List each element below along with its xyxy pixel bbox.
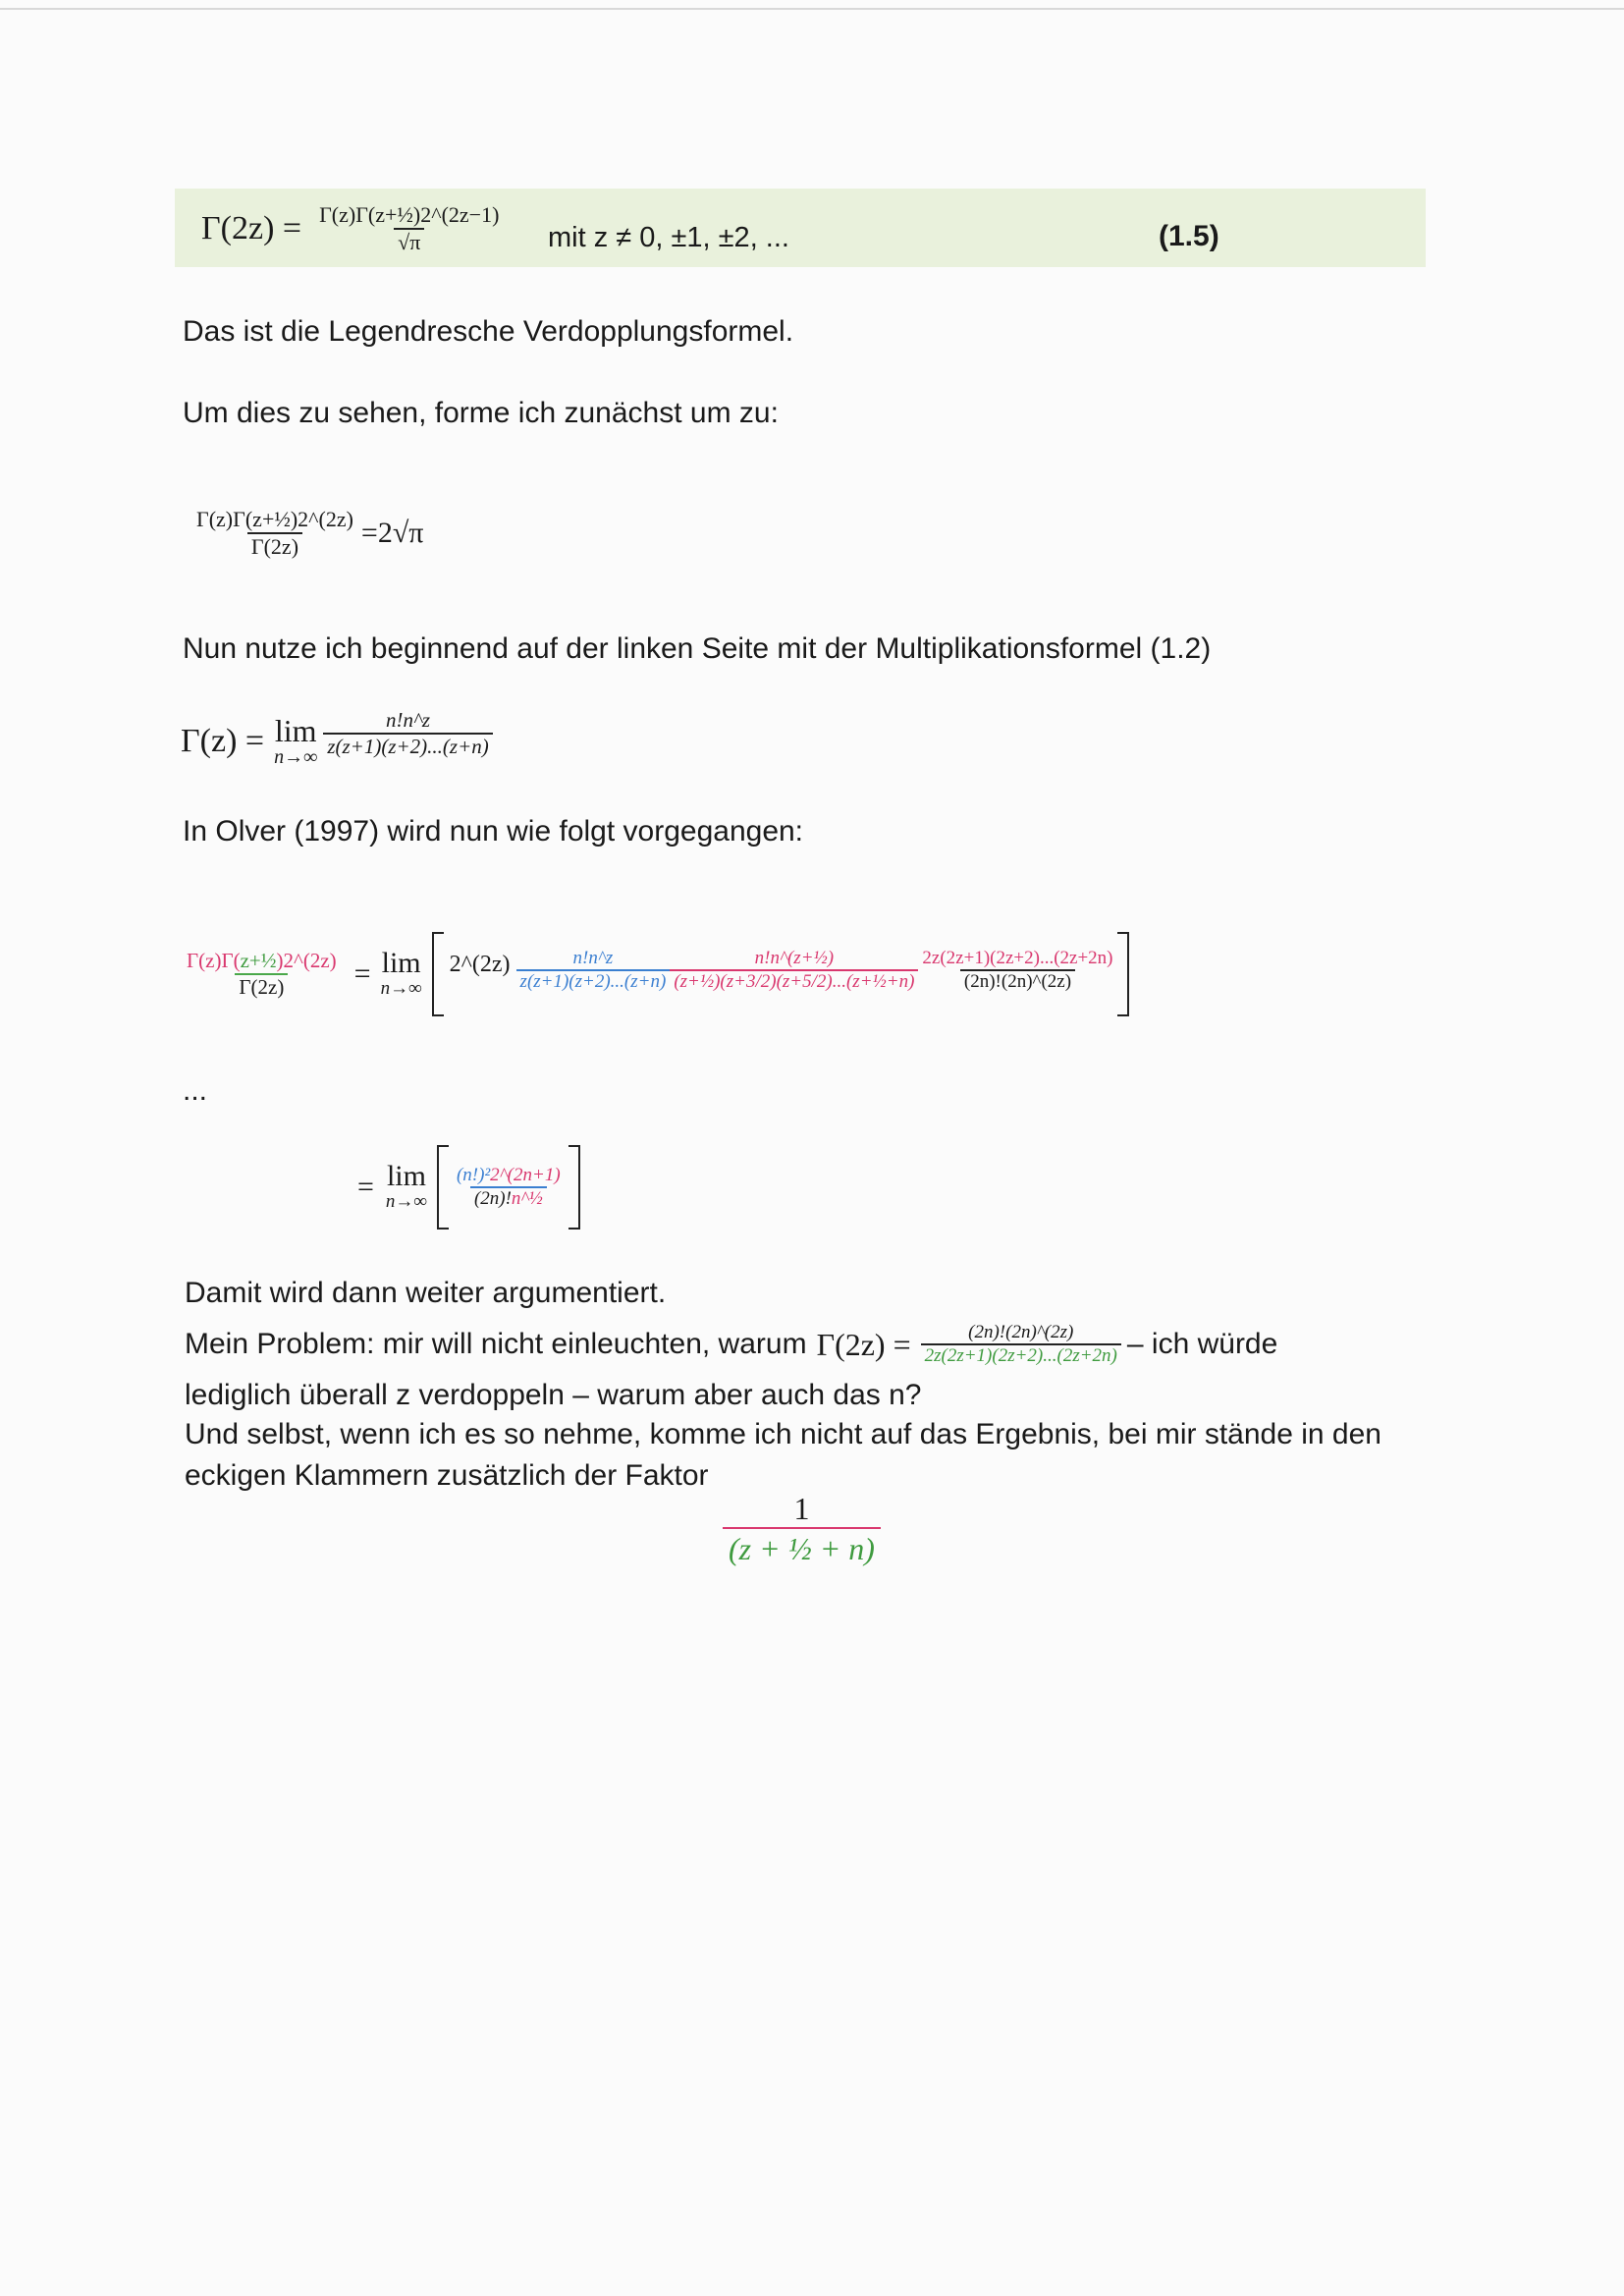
eq5-equals: = [357, 1171, 374, 1203]
eq4-f1-numerator: n!n^z [572, 948, 614, 968]
eq5-num-b: 2^(2n+1) [490, 1165, 561, 1185]
eq2-rhs: =2√π [360, 517, 424, 549]
eq2-fraction [192, 507, 357, 560]
eq4-f2-denominator: (z+½)(z+3/2)(z+5/2)...(z+½+n) [670, 969, 918, 993]
eq4-lhs-numerator [183, 949, 341, 973]
eq4-lhs-denominator: Γ(2z) [235, 973, 288, 1000]
eq4-right-bracket [1117, 932, 1129, 1016]
eq4-prefactor: 2^(2z) [449, 951, 511, 977]
eq3-numerator: n!n^z [386, 708, 431, 732]
eq7-denominator: (z + ½ + n) [723, 1527, 881, 1569]
eq4-limit [381, 949, 422, 1000]
eq4-lhs-num-c: )2^(2z) [276, 949, 337, 972]
eq5-left-bracket [437, 1145, 449, 1230]
eq5-num-a: (n!)² [456, 1165, 491, 1185]
eq5-denominator [470, 1186, 547, 1210]
eq4-f2-numerator: n!n^(z+½) [754, 948, 835, 968]
eq-1-5-lhs: Γ(2z) = [201, 210, 302, 246]
paragraph-6b: – ich würde [1126, 1328, 1278, 1360]
eq3-lim: lim [274, 712, 317, 748]
paragraph-9: eckigen Klammern zusätzlich der Faktor [185, 1459, 709, 1492]
eq-1-5-fraction [315, 202, 503, 255]
eq4-f3-denominator: (2n)!(2n)^(2z) [960, 969, 1075, 993]
olver-result [357, 1143, 580, 1231]
eq-1-5-condition: mit z ≠ 0, ±1, ±2, ... [548, 222, 789, 253]
eq4-equals: = [353, 957, 371, 990]
multiplication-formula [181, 709, 493, 774]
eq-1-5-denominator: √π [394, 228, 424, 255]
eq5-lim: lim [386, 1160, 426, 1192]
paragraph-2: Um dies zu sehen, forme ich zunächst um zu: [183, 397, 779, 429]
paragraph-8: Und selbst, wenn ich es so nehme, komme ich nicht auf das Ergebnis, bei mir stände in den [185, 1418, 1381, 1450]
equation-1-5 [201, 194, 503, 263]
eq4-factor-1 [516, 948, 671, 993]
paragraph-3: Nun nutze ich beginnend auf der linken Seite mit der Multiplikationsformel (1.2) [183, 632, 1212, 665]
eq4-lhs-num-a: Γ(z)Γ( [187, 949, 241, 972]
eq3-lim-sub: n→∞ [274, 745, 318, 768]
eq5-den-b: n^½ [511, 1188, 543, 1209]
olver-equation [183, 929, 1129, 1019]
paragraph-6a: Mein Problem: mir will nicht einleuchten, warum [185, 1328, 807, 1360]
paragraph-4: In Olver (1997) wird nun wie folgt vorgegangen: [183, 815, 804, 847]
eq4-lhs-fraction [183, 949, 341, 1000]
extra-factor [723, 1491, 881, 1569]
problem-line [185, 1310, 1277, 1379]
eq3-limit [274, 712, 318, 769]
eq5-right-bracket [568, 1145, 580, 1230]
eq4-factor-3 [918, 948, 1116, 993]
eq5-numerator [453, 1165, 565, 1186]
eq7-numerator: 1 [793, 1491, 810, 1526]
eq3-lhs: Γ(z) = [181, 723, 265, 759]
eq7-fraction [723, 1491, 881, 1569]
eq2-numerator: Γ(z)Γ(z+½)2^(2z) [196, 507, 353, 531]
eq6-lhs: Γ(2z) = [816, 1326, 911, 1362]
paragraph-5: Damit wird dann weiter argumentiert. [185, 1277, 667, 1309]
eq4-lim-sub: n→∞ [380, 978, 422, 999]
eq5-lim-sub: n→∞ [385, 1191, 427, 1212]
eq4-left-bracket [432, 932, 444, 1016]
eq4-lhs-num-b: z+½ [240, 949, 277, 972]
eq6-numerator: (2n)!(2n)^(2z) [968, 1322, 1074, 1342]
eq4-lim: lim [381, 947, 421, 979]
eq4-f3-numerator [918, 948, 1116, 969]
eq4-f1-denominator: z(z+1)(z+2)...(z+n) [516, 969, 671, 993]
paragraph-7: lediglich überall z verdoppeln – warum aber auch das n? [185, 1379, 922, 1411]
eq5-limit [386, 1162, 427, 1213]
ellipsis: ... [183, 1074, 208, 1107]
eq5-den-a: (2n)! [473, 1188, 512, 1209]
eq3-denominator: z(z+1)(z+2)...(z+n) [323, 733, 492, 759]
eq3-fraction [323, 708, 492, 759]
equation-number: (1.5) [1159, 220, 1219, 252]
paragraph-1: Das ist die Legendresche Verdopplungsformel. [183, 315, 794, 348]
eq2-denominator: Γ(2z) [247, 532, 302, 560]
eq-1-5-numerator: Γ(z)Γ(z+½)2^(2z−1) [319, 202, 500, 227]
equation-rearranged [192, 507, 423, 560]
scan-edge-line [0, 8, 1624, 10]
eq6-fraction [921, 1322, 1121, 1367]
eq5-fraction [453, 1165, 565, 1210]
eq4-f3-num-text: 2z(2z+1)(2z+2)...(2z+2n) [922, 948, 1113, 968]
eq4-factor-2 [670, 948, 918, 993]
eq6-denominator: 2z(2z+1)(2z+2)...(2z+2n) [921, 1343, 1121, 1367]
